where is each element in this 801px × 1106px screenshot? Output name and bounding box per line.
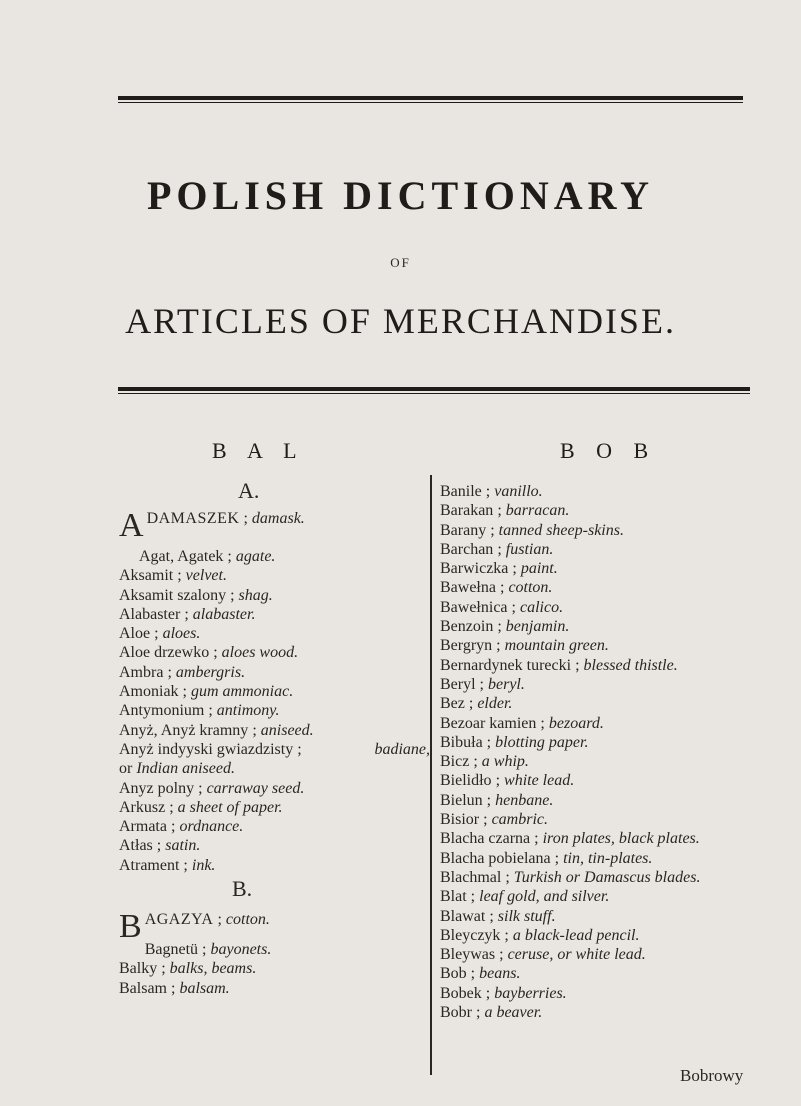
entry-term: Ambra [119, 663, 164, 681]
dictionary-entry [119, 721, 424, 740]
entry-term: Bobek [440, 984, 482, 1002]
entry-separator: ; [167, 979, 180, 997]
right-column-entries [440, 482, 770, 1022]
dictionary-entry [119, 701, 424, 720]
entry-term: Atłas [119, 837, 153, 855]
entry-term: Bisior [440, 811, 480, 829]
dictionary-entry [119, 817, 424, 836]
entry-term: Blachmal [440, 868, 502, 886]
dictionary-entry [119, 605, 424, 624]
dictionary-entry [119, 836, 424, 855]
dictionary-entry [440, 675, 770, 694]
entry-separator: ; [481, 984, 495, 1002]
dictionary-entry [440, 521, 770, 540]
entry-translation: silk stuff. [497, 907, 556, 925]
entry-translation: shag. [238, 586, 273, 604]
entry-translation: bezoard. [548, 714, 604, 732]
dictionary-entry [440, 984, 770, 1003]
entry-translation: cambric. [491, 811, 549, 829]
entry-translation: bayonets. [210, 941, 272, 958]
dictionary-entry [440, 656, 770, 675]
entry-separator: ; [180, 605, 193, 623]
entry-translation: ceruse, or white lead. [507, 946, 646, 964]
entry-separator: ; [293, 740, 302, 758]
entry-term: Bielidło [440, 772, 492, 790]
dictionary-entry [119, 586, 424, 605]
entry-separator: ; [466, 888, 480, 906]
dictionary-entry [440, 907, 770, 926]
entry-separator: ; [178, 683, 191, 701]
dictionary-entry [119, 979, 424, 998]
entry-translation: aloes. [162, 625, 201, 643]
entry-term: Bawełna [440, 579, 496, 597]
dictionary-entry [440, 810, 770, 829]
entry-separator: ; [500, 926, 513, 944]
dictionary-entry [440, 617, 770, 636]
section-letter-b: B. [232, 876, 253, 901]
entry-separator: ; [194, 779, 207, 797]
entry-translation: aloes wood. [221, 644, 299, 662]
entry-translation: barracan. [505, 502, 570, 520]
entry-term: Blacha czarna [440, 830, 531, 848]
entry-separator: ; [482, 733, 496, 751]
entry-translation: mountain green. [504, 637, 609, 655]
entry-term: Barakan [440, 502, 494, 520]
entry-term: Barwiczka [440, 560, 509, 578]
entry-term: Antymonium [119, 702, 205, 720]
column-divider [430, 475, 432, 1075]
dictionary-entry [119, 566, 424, 585]
dictionary-entry [440, 868, 770, 887]
entry-separator: ; [495, 946, 508, 964]
entry-term: Bawełnica [440, 598, 508, 616]
entry-term: Bleyczyk [440, 926, 501, 944]
entry-term: Atrament [119, 856, 180, 874]
entry-separator: ; [223, 548, 236, 565]
entry-term: Benzoin [440, 618, 494, 636]
entry-translation: elder. [477, 695, 513, 713]
entry-term: Agat, Agatek [139, 548, 224, 565]
entry-translation: satin. [165, 837, 201, 855]
section-b-entries [119, 910, 424, 998]
right-column-heading: B O B [560, 438, 657, 463]
entry-separator: ; [248, 721, 261, 739]
entry-translation: badiane, [374, 740, 430, 758]
entry-term: Anyz polny [119, 779, 195, 797]
entry-separator: ; [472, 1004, 485, 1022]
entry-translation: a whip. [481, 753, 529, 771]
drop-cap: B [119, 908, 142, 945]
dictionary-entry [440, 752, 770, 771]
entry-translation: vanillo. [494, 483, 543, 500]
entry-separator: ; [157, 960, 170, 978]
entry-separator: ; [495, 579, 509, 597]
entry-term: Banile [440, 483, 482, 500]
dictionary-entry [119, 940, 424, 959]
section-letter-a: A. [238, 478, 260, 503]
entry-separator: ; [469, 753, 482, 771]
dictionary-entry [440, 598, 770, 617]
dictionary-entry [440, 1003, 770, 1022]
entry-term: Bleywas [440, 946, 496, 964]
entry-translation: tanned sheep-skins. [498, 521, 624, 539]
entry-translation: leaf gold, and silver. [479, 888, 610, 906]
entry-translation: balks, beams. [169, 960, 257, 978]
dictionary-entry [440, 849, 770, 868]
dictionary-entry [440, 964, 770, 983]
entry-translation: beryl. [488, 675, 525, 693]
dictionary-entry [119, 759, 424, 778]
entry-separator: ; [481, 483, 495, 500]
page-subtitle: ARTICLES OF MERCHANDISE. [125, 301, 676, 341]
dictionary-entry [119, 798, 424, 817]
dictionary-entry [440, 771, 770, 790]
entry-separator: ; [479, 811, 492, 829]
entry-term: Blat [440, 888, 467, 906]
dictionary-entry [440, 559, 770, 578]
entry-term: Bicz [440, 753, 470, 771]
entry-separator: ; [179, 856, 192, 874]
entry-term: Balky [119, 960, 158, 978]
page-title: POLISH DICTIONARY [147, 173, 654, 218]
entry-term: Amoniak [119, 683, 179, 701]
entry-translation: alabaster. [192, 605, 256, 623]
entry-separator: ; [530, 830, 543, 848]
entry-translation: a beaver. [484, 1004, 543, 1022]
entry-translation: gum ammoniac. [191, 683, 294, 701]
entry-separator: ; [491, 772, 505, 790]
entry-separator: ; [536, 714, 549, 732]
entry-translation: a black-lead pencil. [512, 926, 640, 944]
drop-cap: A [119, 507, 144, 544]
entry-translation: ambergris. [175, 663, 246, 681]
entry-translation: white lead. [504, 772, 575, 790]
dictionary-entry [440, 636, 770, 655]
entry-translation: henbane. [495, 791, 554, 809]
dictionary-entry [119, 959, 424, 978]
entry-term: Bobr [440, 1004, 472, 1022]
entry-term: Blacha pobielana [440, 849, 551, 867]
dictionary-entry [440, 945, 770, 964]
entry-translation: velvet. [185, 567, 227, 585]
entry-separator: ; [198, 941, 211, 958]
entry-translation: bayberries. [494, 984, 567, 1002]
entry-translation: fustian. [505, 540, 554, 558]
dictionary-entry [440, 887, 770, 906]
entry-separator: ; [152, 837, 166, 855]
entry-translation: cotton. [508, 579, 553, 597]
dictionary-entry [440, 733, 770, 752]
section-a-entries [119, 507, 430, 875]
dictionary-entry [119, 856, 424, 875]
entry-translation: blotting paper. [495, 733, 589, 751]
entry-translation: blessed thistle. [583, 656, 678, 674]
entry-term: DAMASZEK [146, 510, 240, 527]
dictionary-entry [440, 578, 770, 597]
entry-translation: agate. [235, 548, 276, 565]
entry-term: Bob [440, 965, 467, 983]
entry-translation: paint. [520, 560, 558, 578]
entry-term: Arkusz [119, 798, 166, 816]
entry-separator: ; [492, 637, 505, 655]
dictionary-entry [119, 547, 424, 566]
entry-translation: aniseed. [260, 721, 314, 739]
entry-separator: ; [508, 560, 521, 578]
entry-translation: Turkish or Damascus blades. [513, 868, 701, 886]
entry-term: Anyż, Anyż kramny [119, 721, 249, 739]
entry-term: Barany [440, 521, 487, 539]
entry-term: Anyż indyyski gwiazdzisty [119, 740, 294, 758]
dictionary-entry [440, 501, 770, 520]
entry-translation: ordnance. [179, 818, 244, 836]
entry-separator: ; [550, 849, 564, 867]
title-of: OF [390, 255, 411, 270]
entry-separator: ; [485, 907, 498, 925]
entry-translation: carraway seed. [206, 779, 305, 797]
entry-translation: tin, tin-plates. [563, 849, 653, 867]
dictionary-entry [119, 779, 424, 798]
entry-separator: ; [226, 586, 239, 604]
middle-rule [118, 387, 750, 394]
entry-separator: ; [493, 502, 506, 520]
entry-term: Beryl [440, 675, 476, 693]
entry-separator: ; [475, 675, 488, 693]
dictionary-entry [440, 926, 770, 945]
dictionary-entry [119, 663, 424, 682]
dictionary-entry [440, 714, 770, 733]
entry-separator: ; [209, 644, 222, 662]
entry-term: Blawat [440, 907, 486, 925]
dictionary-entry [119, 624, 424, 643]
entry-translation: ink. [191, 856, 216, 874]
entry-term: Bergryn [440, 637, 493, 655]
entry-translation: a sheet of paper. [177, 798, 283, 816]
entry-separator: ; [204, 702, 217, 720]
entry-separator: ; [173, 567, 186, 585]
entry-translation: calico. [519, 598, 564, 616]
entry-term: Armata [119, 818, 167, 836]
entry-separator: ; [464, 695, 478, 713]
top-rule [118, 96, 743, 103]
entry-term: Aksamit [119, 567, 174, 585]
entry-separator: ; [482, 791, 496, 809]
entry-term: Aloe drzewko [119, 644, 210, 662]
entry-term: Bagnetü [144, 941, 199, 958]
entry-separator: ; [507, 598, 520, 616]
entry-separator: ; [466, 965, 480, 983]
entry-term: Balsam [119, 979, 167, 997]
entry-translation: antimony. [216, 702, 280, 720]
dictionary-entry [119, 740, 430, 759]
left-column-heading: B A L [212, 438, 305, 463]
entry-term: Bernardynek turecki [440, 656, 572, 674]
entry-term: Bielun [440, 791, 483, 809]
dictionary-entry [119, 682, 424, 701]
dictionary-entry [440, 829, 770, 848]
dictionary-entry [440, 694, 770, 713]
entry-translation: cotton. [225, 911, 270, 928]
entry-lead: or [119, 760, 137, 778]
entry-separator: ; [213, 911, 226, 928]
entry-term: Aloe [119, 625, 151, 643]
entry-translation: beans. [479, 965, 521, 983]
entry-term: Alabaster [119, 605, 181, 623]
entry-translation: damask. [251, 510, 305, 527]
entry-separator: ; [150, 625, 163, 643]
entry-term: Aksamit szalony [119, 586, 227, 604]
entry-term: Bibuła [440, 733, 483, 751]
dictionary-entry [119, 908, 424, 945]
dictionary-entry [440, 791, 770, 810]
entry-separator: ; [486, 521, 499, 539]
entry-separator: ; [165, 798, 178, 816]
entry-translation: Indian aniseed. [136, 760, 235, 778]
dictionary-entry [119, 509, 424, 547]
entry-translation: iron plates, black plates. [542, 830, 700, 848]
entry-separator: ; [166, 818, 180, 836]
dictionary-entry [440, 482, 770, 501]
entry-translation: benjamin. [505, 618, 570, 636]
entry-separator: ; [163, 663, 176, 681]
entry-separator: ; [493, 618, 506, 636]
entry-term: Bez [440, 695, 465, 713]
dictionary-entry [440, 540, 770, 559]
entry-separator: ; [501, 868, 514, 886]
entry-term: AGAZYA [144, 911, 214, 928]
entry-term: Bezoar kamien [440, 714, 537, 732]
dictionary-entry [119, 643, 424, 662]
entry-term: Barchan [440, 540, 494, 558]
entry-translation: balsam. [179, 979, 230, 997]
catchword: Bobrowy [680, 1066, 744, 1085]
entry-separator: ; [493, 540, 506, 558]
entry-separator: ; [239, 510, 252, 527]
entry-separator: ; [571, 656, 584, 674]
